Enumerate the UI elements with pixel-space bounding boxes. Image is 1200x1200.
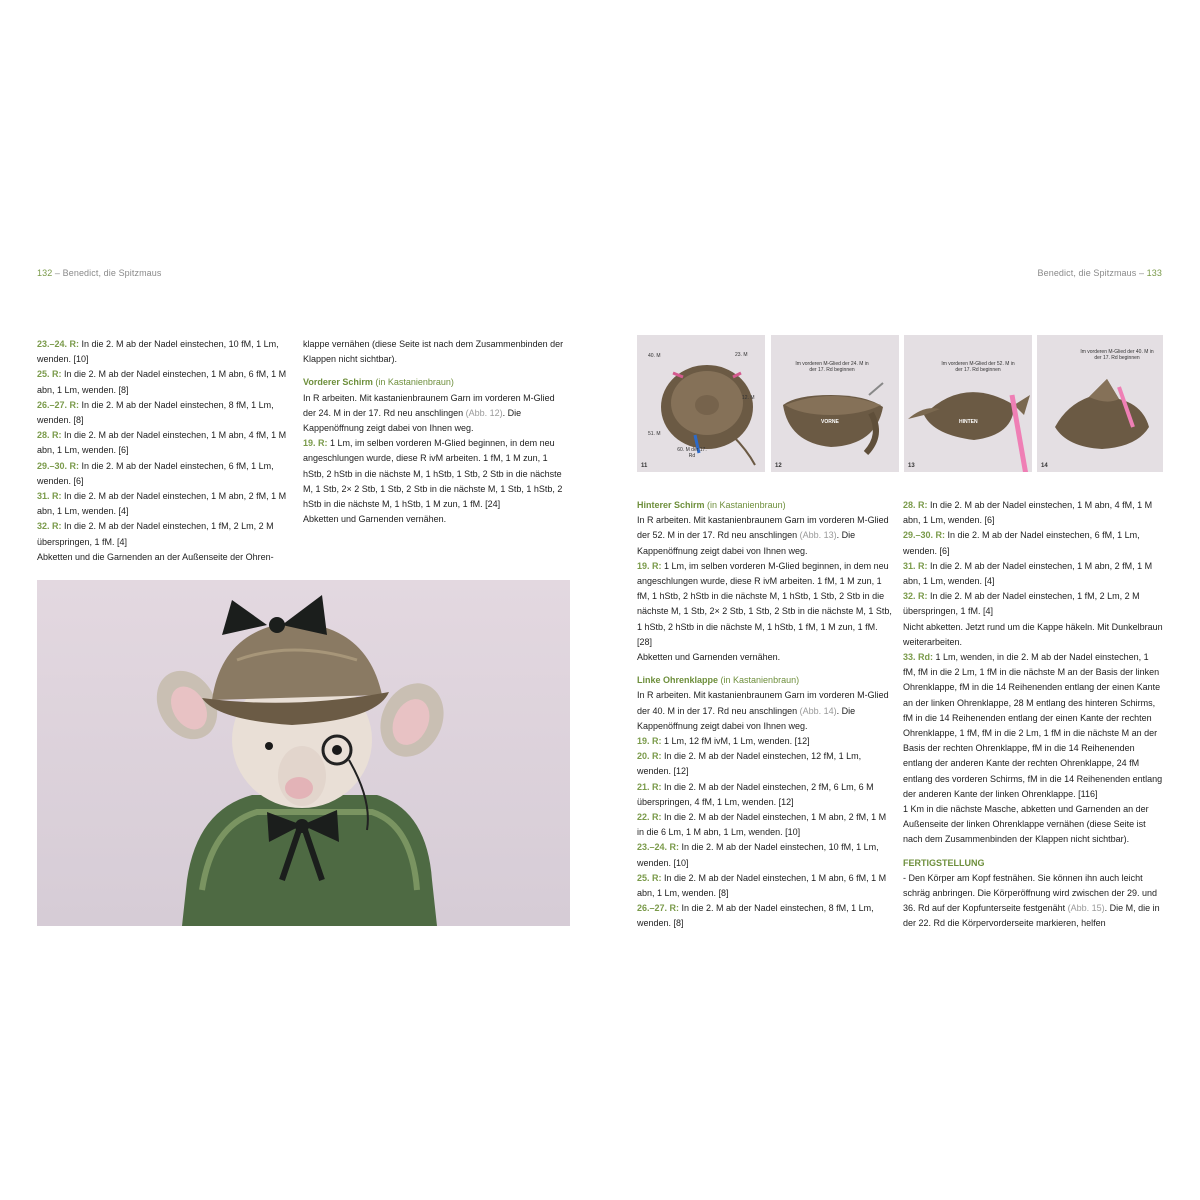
paragraph: In R arbeiten. Mit kastanienbraunem Garn im vorderen M-Glied der 40. M in der 17. Rd neu anschlingen (Abb. 14). Die Kappenöffnung zeigt dabei von Ihnen weg.: [637, 690, 889, 731]
instruction-row: 25. R: In die 2. M ab der Nadel einstechen, 1 M abn, 6 fM, 1 M abn, 1 Lm, wenden. [8]: [37, 369, 287, 395]
step-photo-14: [1037, 335, 1163, 472]
step-photo-11: [637, 335, 765, 472]
paragraph: Nicht abketten. Jetzt rund um die Kappe häkeln. Mit Dunkelbraun weiterarbeiten.: [903, 621, 1163, 647]
instruction-row: 20. R: In die 2. M ab der Nadel einstechen, 12 fM, 1 Lm, wenden. [12]: [637, 751, 862, 777]
caption-40m: 40. M: [648, 353, 661, 359]
step-photo-12: [771, 335, 899, 472]
running-head-left: [37, 268, 162, 278]
section-heading: Linke Ohrenklappe (in Kastanienbraun): [637, 675, 800, 686]
shrew-figure-illustration: [37, 580, 570, 926]
instruction-row: 19. R: 1 Lm, 12 fM ivM, 1 Lm, wenden. [12]: [637, 736, 810, 747]
paragraph: - Den Körper am Kopf festnähen. Sie können ihn auch leicht schräg anbringen. Die Körperöffnung wird zwischen der 29. und 36. Rd auf der Kopfunterseite festgenäht (Abb. 15). Die M, die in der 22. Rd die Körpervorderseite markieren, helfen: [903, 872, 1160, 929]
label-vorne: VORNE: [821, 419, 839, 425]
paragraph: Abketten und Garnenden vernähen.: [303, 514, 447, 525]
running-title-left: – Benedict, die Spitzmaus: [52, 268, 162, 278]
paragraph: 1 Km in die nächste Masche, abketten und Garnenden an der Außenseite der linken Ohrenklappe vernähen (diese Seite ist nach dem Zusammenbinden der Klappen nicht sichtbar).: [903, 804, 1149, 845]
instruction-row: 25. R: In die 2. M ab der Nadel einstechen, 1 M abn, 6 fM, 1 M abn, 1 Lm, wenden. [8]: [637, 872, 887, 899]
instruction-row: 19. R: 1 Lm, im selben vorderen M-Glied beginnen, in dem neu angeschlungen wurde, diese R ivM arbeiten. 1 fM, 1 M zun, 1 hStb, 2 hStb in die nächste M, 1 hStb, 1 Stb, 2 Stb in die nächste M, 1 Stb, 2× 2 Stb, 1 Stb, 2 Stb in die nächste M, 1 Stb, 1 hStb, 2 hStb in die nächste M, 1 hStb, 1 M zun, 1 fM. [24]: [303, 438, 563, 510]
caption-51m: 51. M: [648, 431, 661, 437]
caption-60m: 60. M der 17. Rd: [677, 447, 707, 459]
instruction-row: 19. R: 1 Lm, im selben vorderen M-Glied beginnen, in dem neu angeschlungen wurde, diese R ivM arbeiten. 1 fM, 1 M zun, 1 fM, 1 hStb, 2 hStb in die nächste M, 1 hStb, 1 Stb, 2 Stb in die nächste M, 1 Stb, 2× 2 Stb, 1 Stb, 2 Stb in die nächste M, 1 Stb, 1 hStb, 2 hStb in die nächste M, 1 hStb, 1 fM, 1 M zun, 1 fM. [28]: [637, 560, 892, 647]
caption-23m: 23. M: [735, 352, 748, 358]
paragraph: Abketten und Garnenden vernähen.: [637, 652, 781, 663]
caption-14-instruction: Im vorderen M-Glied der 40. M in der 17. Rd beginnen: [1080, 349, 1154, 361]
section-heading-fertigstellung: FERTIGSTELLUNG: [903, 857, 985, 868]
caption-12m: 12. M: [742, 395, 755, 401]
instruction-row: 21. R: In die 2. M ab der Nadel einstechen, 2 fM, 6 Lm, 6 M überspringen, 4 fM, 1 Lm, wenden. [12]: [637, 781, 874, 807]
instruction-row: 31. R: In die 2. M ab der Nadel einstechen, 1 M abn, 2 fM, 1 M abn, 1 Lm, wenden. [4]: [903, 560, 1153, 587]
left-column-1: [37, 337, 289, 565]
section-heading: Vorderer Schirm (in Kastanienbraun): [303, 377, 454, 388]
figure-number-14: 14: [1041, 463, 1048, 469]
instruction-row: 28. R: In die 2. M ab der Nadel einstechen, 1 M abn, 4 fM, 1 M abn, 1 Lm, wenden. [6]: [37, 430, 287, 456]
instruction-row: 23.–24. R: In die 2. M ab der Nadel einstechen, 10 fM, 1 Lm, wenden. [10]: [637, 842, 879, 868]
paragraph: In R arbeiten. Mit kastanienbraunem Garn im vorderen M-Glied der 52. M in der 17. Rd neu anschlingen (Abb. 13). Die Kappenöffnung zeigt dabei von Ihnen weg.: [637, 515, 889, 556]
page-number-right: 133: [1146, 268, 1162, 278]
instruction-row: 26.–27. R: In die 2. M ab der Nadel einstechen, 8 fM, 1 Lm, wenden. [8]: [37, 399, 274, 426]
step-photo-13: [904, 335, 1032, 472]
right-column-1: [637, 498, 893, 932]
instruction-row: 29.–30. R: In die 2. M ab der Nadel einstechen, 6 fM, 1 Lm, wenden. [6]: [903, 530, 1140, 556]
figure-number-12: 12: [775, 463, 782, 469]
main-photo: [37, 580, 570, 926]
section-heading: Hinterer Schirm (in Kastanienbraun): [637, 500, 786, 510]
paragraph: klappe vernähen (diese Seite ist nach dem Zusammenbinden der Klappen nicht sichtbar).: [303, 339, 564, 365]
running-title-right: Benedict, die Spitzmaus –: [1037, 268, 1147, 278]
right-column-2: [903, 498, 1163, 932]
figure-number-13: 13: [908, 463, 915, 469]
figure-number-11: 11: [641, 463, 648, 469]
instruction-row: 32. R: In die 2. M ab der Nadel einstechen, 1 fM, 2 Lm, 2 M überspringen, 1 fM. [4]: [37, 521, 274, 547]
instruction-row: Abketten und die Garnenden an der Außenseite der Ohren-: [37, 551, 274, 562]
instruction-row: 28. R: In die 2. M ab der Nadel einstechen, 1 M abn, 4 fM, 1 M abn, 1 Lm, wenden. [6]: [903, 500, 1153, 526]
page-number-left: 132: [37, 268, 53, 278]
instruction-row: 23.–24. R: In die 2. M ab der Nadel einstechen, 10 fM, 1 Lm, wenden. [10]: [37, 339, 279, 365]
instruction-row: 22. R: In die 2. M ab der Nadel einstechen, 1 M abn, 2 fM, 1 M in die 6 Lm, 1 M abn, 1 Lm, wenden. [10]: [637, 812, 887, 838]
instruction-row: 32. R: In die 2. M ab der Nadel einstechen, 1 fM, 2 Lm, 2 M überspringen, 1 fM. [4]: [903, 591, 1140, 617]
instruction-row: 31. R: In die 2. M ab der Nadel einstechen, 1 M abn, 2 fM, 1 M abn, 1 Lm, wenden. [4]: [37, 491, 287, 517]
instruction-row: 33. Rd: 1 Lm, wenden, in die 2. M ab der Nadel einstechen, 1 fM, fM in die 2 Lm, 1 fM in die nächste M an der Basis der linken Ohrenklappe, fM in die 14 Reihenenden entlang der einen Kante an der linken Ohrenklappe, 28 M entlang des hinteren Schirms, fM in die 14 Reihenenden entlang der einen Kante der rechten Ohrenklappe, 1 fM, fM in die 2 Lm, 1 fM in die nächste M an der Basis der rechten Ohrenklappe, fM in die 14 Reihenenden entlang der anderen Kante der rechten Ohrenklappe, 24 fM entlang des vorderen Schirms, fM in die 14 Reihenenden entlang der anderen Kante der linken Ohrenklappe. [116]: [903, 652, 1163, 799]
caption-13-instruction: Im vorderen M-Glied der 52. M in der 17. Rd beginnen: [941, 361, 1015, 373]
running-head-right: [1038, 268, 1163, 278]
label-hinten: HINTEN: [959, 419, 978, 425]
instruction-row: 26.–27. R: In die 2. M ab der Nadel einstechen, 8 fM, 1 Lm, wenden. [8]: [637, 903, 874, 929]
caption-12-instruction: Im vorderen M-Glied der 24. M in der 17. Rd beginnen: [795, 361, 869, 373]
left-column-2: [303, 337, 568, 527]
paragraph: In R arbeiten. Mit kastanienbraunem Garn im vorderen M-Glied der 24. M in der 17. Rd neu anschlingen (Abb. 12). Die Kappenöffnung zeigt dabei von Ihnen weg.: [303, 392, 555, 434]
instruction-row: 29.–30. R: In die 2. M ab der Nadel einstechen, 6 fM, 1 Lm, wenden. [6]: [37, 460, 274, 486]
